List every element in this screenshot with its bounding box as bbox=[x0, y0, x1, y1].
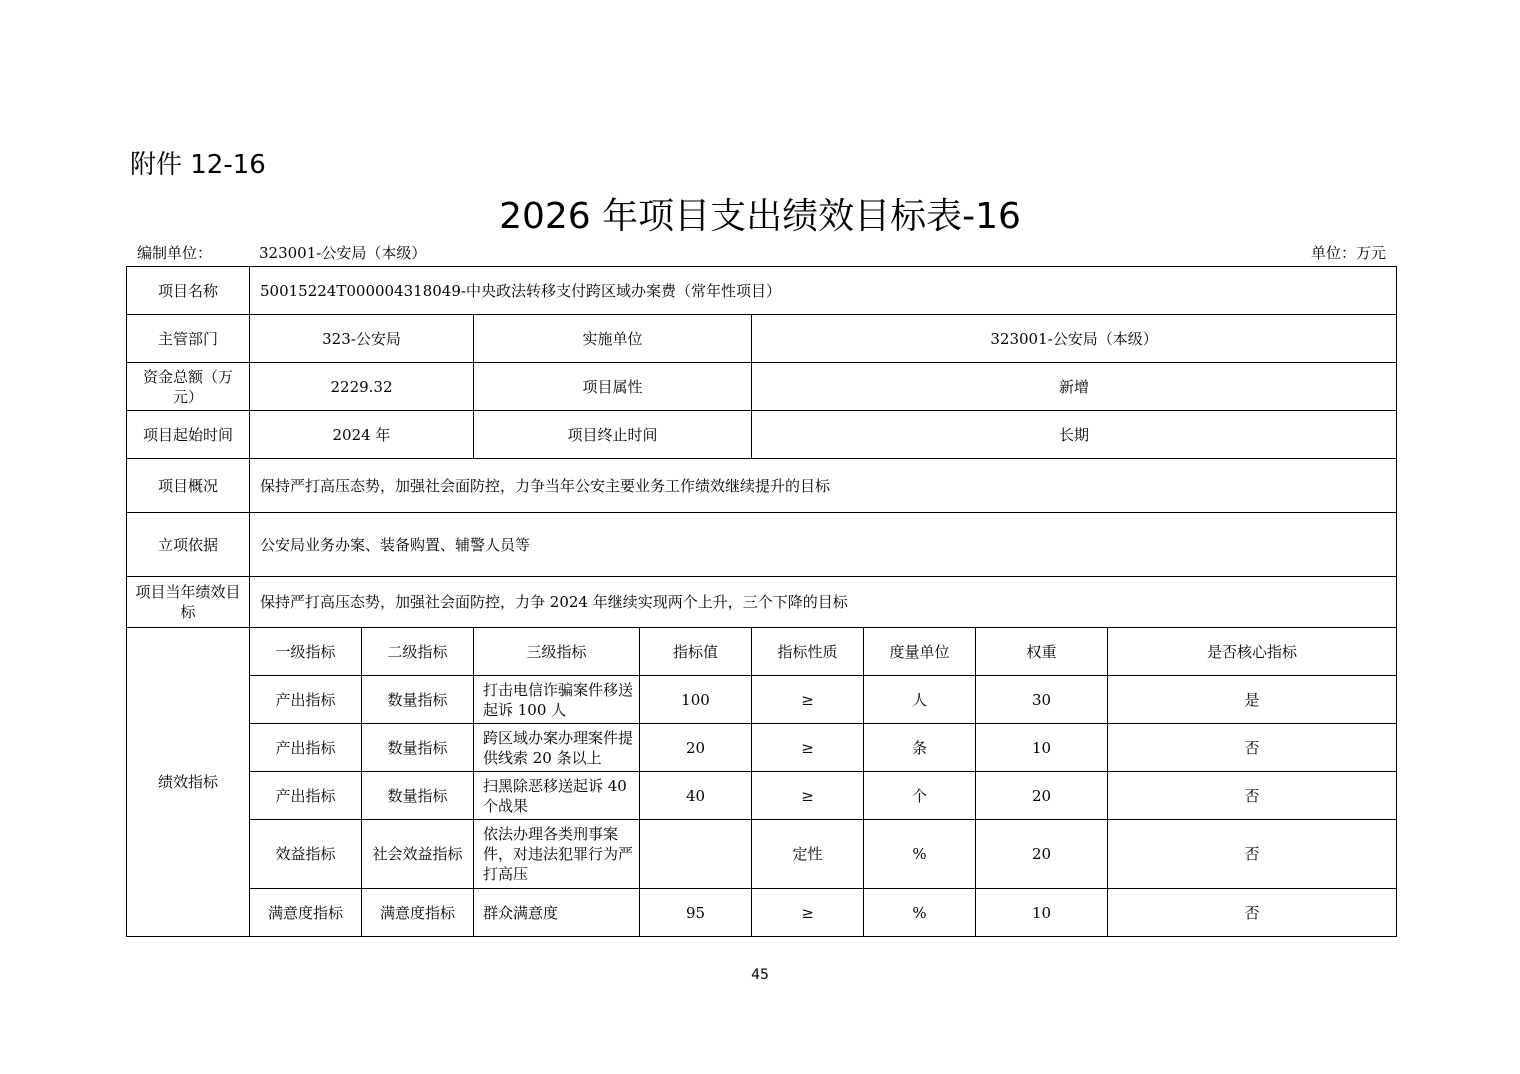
header-cell: 指标值 bbox=[640, 628, 752, 676]
core-cell: 是 bbox=[1108, 676, 1397, 724]
page-number: 45 bbox=[751, 967, 769, 983]
value-cell: 40 bbox=[640, 772, 752, 820]
core-cell: 否 bbox=[1108, 820, 1397, 889]
attachment-label: 附件 12-16 bbox=[130, 150, 266, 180]
level1-cell: 满意度指标 bbox=[250, 889, 362, 937]
dept-label: 主管部门 bbox=[127, 315, 250, 363]
core-cell: 否 bbox=[1108, 772, 1397, 820]
unit-cell: 人 bbox=[864, 676, 976, 724]
header-cell: 指标性质 bbox=[752, 628, 864, 676]
level1-cell: 产出指标 bbox=[250, 724, 362, 772]
value-cell: 95 bbox=[640, 889, 752, 937]
start-value: 2024 年 bbox=[250, 411, 474, 459]
overview-label: 项目概况 bbox=[127, 459, 250, 513]
weight-cell: 10 bbox=[976, 724, 1108, 772]
table-row bbox=[127, 820, 1397, 889]
level1-cell: 产出指标 bbox=[250, 772, 362, 820]
header-cell: 度量单位 bbox=[864, 628, 976, 676]
core-cell: 否 bbox=[1108, 889, 1397, 937]
weight-cell: 10 bbox=[976, 889, 1108, 937]
table-row bbox=[127, 676, 1397, 724]
level2-cell: 数量指标 bbox=[362, 676, 474, 724]
row-goal bbox=[127, 577, 1397, 628]
currency-unit: 单位：万元 bbox=[1310, 244, 1386, 262]
nature-cell: ≥ bbox=[752, 724, 864, 772]
table-row bbox=[127, 889, 1397, 937]
header-cell: 是否核心指标 bbox=[1108, 628, 1397, 676]
weight-cell: 20 bbox=[976, 772, 1108, 820]
indicator-header-row bbox=[127, 628, 1397, 676]
row-funds bbox=[127, 363, 1397, 411]
org-label: 编制单位： bbox=[137, 244, 213, 262]
header-cell: 二级指标 bbox=[362, 628, 474, 676]
level2-cell: 社会效益指标 bbox=[362, 820, 474, 889]
level3-cell: 扫黑除恶移送起诉 40 个战果 bbox=[474, 772, 640, 820]
level2-cell: 数量指标 bbox=[362, 772, 474, 820]
level1-cell: 效益指标 bbox=[250, 820, 362, 889]
nature-cell: ≥ bbox=[752, 772, 864, 820]
nature-cell: 定性 bbox=[752, 820, 864, 889]
attr-value: 新增 bbox=[752, 363, 1397, 411]
unit-cell: % bbox=[864, 889, 976, 937]
header-cell: 权重 bbox=[976, 628, 1108, 676]
funds-label: 资金总额（万元） bbox=[127, 363, 250, 411]
funds-value: 2229.32 bbox=[250, 363, 474, 411]
value-cell: 20 bbox=[640, 724, 752, 772]
row-project-name bbox=[127, 267, 1397, 315]
level3-cell: 打击电信诈骗案件移送起诉 100 人 bbox=[474, 676, 640, 724]
indicator-section-label: 绩效指标 bbox=[127, 628, 250, 937]
attr-label: 项目属性 bbox=[474, 363, 752, 411]
nature-cell: ≥ bbox=[752, 676, 864, 724]
value-cell bbox=[640, 820, 752, 889]
end-label: 项目终止时间 bbox=[474, 411, 752, 459]
basis-value: 公安局业务办案、装备购置、辅警人员等 bbox=[250, 513, 1397, 577]
row-overview bbox=[127, 459, 1397, 513]
table-row bbox=[127, 724, 1397, 772]
project-name-label: 项目名称 bbox=[127, 267, 250, 315]
value-cell: 100 bbox=[640, 676, 752, 724]
end-value: 长期 bbox=[752, 411, 1397, 459]
level2-cell: 数量指标 bbox=[362, 724, 474, 772]
dept-value: 323-公安局 bbox=[250, 315, 474, 363]
impl-value: 323001-公安局（本级） bbox=[752, 315, 1397, 363]
org-value: 323001-公安局（本级） bbox=[259, 244, 427, 262]
header-cell: 一级指标 bbox=[250, 628, 362, 676]
level3-cell: 依法办理各类刑事案件，对违法犯罪行为严打高压 bbox=[474, 820, 640, 889]
impl-label: 实施单位 bbox=[474, 315, 752, 363]
unit-cell: % bbox=[864, 820, 976, 889]
unit-cell: 个 bbox=[864, 772, 976, 820]
level3-cell: 跨区域办案办理案件提供线索 20 条以上 bbox=[474, 724, 640, 772]
goal-value: 保持严打高压态势，加强社会面防控，力争 2024 年继续实现两个上升，三个下降的目标 bbox=[250, 577, 1397, 628]
header-cell: 三级指标 bbox=[474, 628, 640, 676]
goal-label: 项目当年绩效目标 bbox=[127, 577, 250, 628]
basis-label: 立项依据 bbox=[127, 513, 250, 577]
overview-value: 保持严打高压态势，加强社会面防控，力争当年公安主要业务工作绩效继续提升的目标 bbox=[250, 459, 1397, 513]
page-title: 2026 年项目支出绩效目标表-16 bbox=[499, 196, 1021, 237]
row-department bbox=[127, 315, 1397, 363]
row-basis bbox=[127, 513, 1397, 577]
start-label: 项目起始时间 bbox=[127, 411, 250, 459]
performance-table bbox=[126, 266, 1397, 937]
core-cell: 否 bbox=[1108, 724, 1397, 772]
level3-cell: 群众满意度 bbox=[474, 889, 640, 937]
level1-cell: 产出指标 bbox=[250, 676, 362, 724]
nature-cell: ≥ bbox=[752, 889, 864, 937]
table-row bbox=[127, 772, 1397, 820]
weight-cell: 30 bbox=[976, 676, 1108, 724]
project-name: 50015224T000004318049-中央政法转移支付跨区域办案费（常年性项目） bbox=[250, 267, 1397, 315]
weight-cell: 20 bbox=[976, 820, 1108, 889]
level2-cell: 满意度指标 bbox=[362, 889, 474, 937]
row-time bbox=[127, 411, 1397, 459]
unit-cell: 条 bbox=[864, 724, 976, 772]
